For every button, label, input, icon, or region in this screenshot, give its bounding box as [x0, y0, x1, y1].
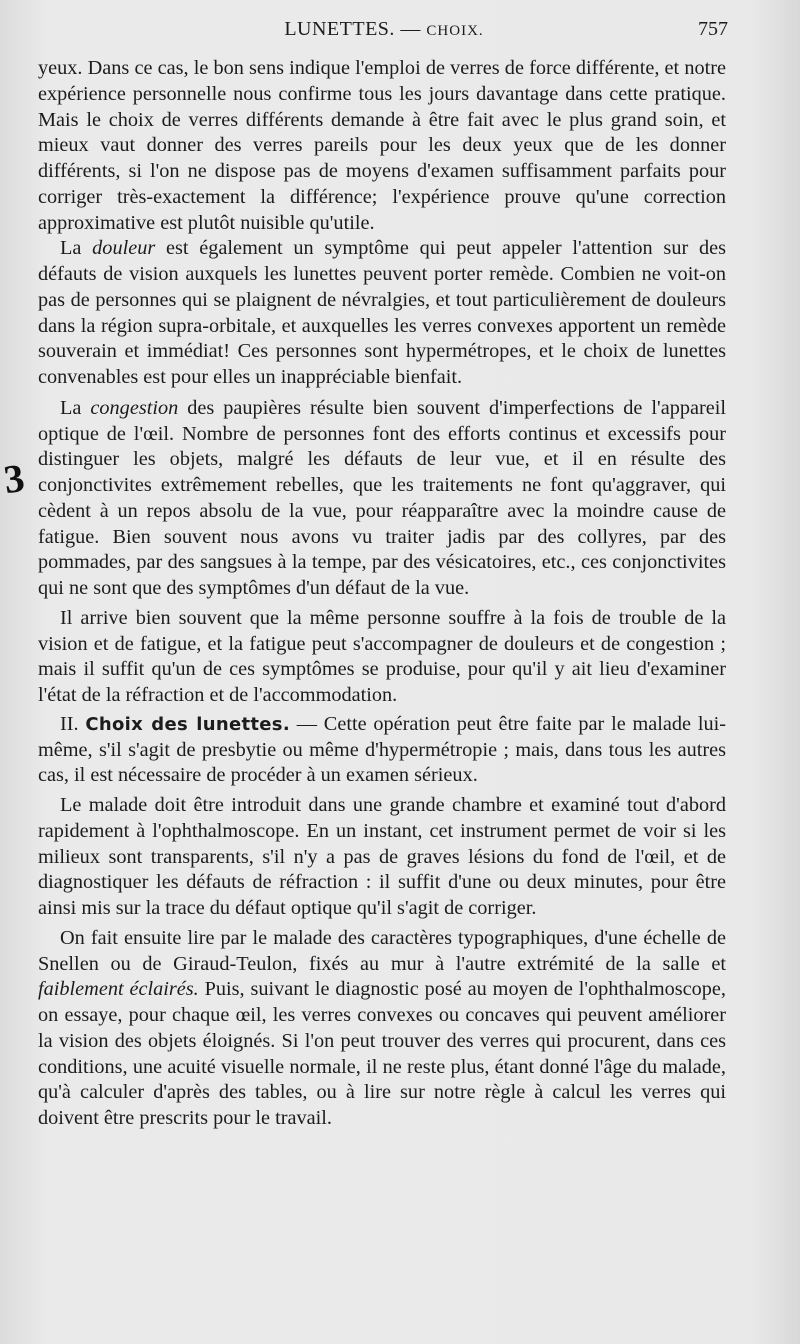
page-header: [40, 18, 728, 44]
paragraph-6: Le malade doit être introduit dans une grande chambre et examiné tout d'abord rapidement à l'ophthalmoscope. En un instant, cet instrument permet de voir si les milieux sont transparents, s'il n'y a pas de graves lésions du fond de l'œil, et de diagnostiquer les défauts de réfraction : il suffit d'une ou deux minutes, pour être ainsi mis sur la trace du défaut optique qu'il s'agit de corriger.: [38, 794, 726, 919]
paragraph-1: yeux. Dans ce cas, le bon sens indique l'emploi de verres de force différente, et notre expérience personnelle nous confirme tous les jours davantage dans cette pratique. Mais le choix de verres différents demande à être fait avec le plus grand soin, et mieux vaut donner des verres pareils pour les deux yeux que de les donner différents, si l'on ne dispose pas de moyens d'examen suffisamment parfaits pour corriger très-exactement la différence; l'expérience prouve qu'une correction approximative est plutôt nuisible qu'utile.: [38, 57, 726, 234]
paragraph-2: [38, 236, 726, 391]
running-head-subtitle: CHOIX.: [426, 23, 484, 39]
paragraph-2-emphasis: douleur: [92, 237, 156, 260]
body-text: [38, 56, 726, 1132]
paragraph-3-lead: La: [60, 396, 91, 419]
paragraph-3: [38, 396, 726, 602]
running-head-separator: —: [400, 18, 421, 40]
running-head: [40, 18, 728, 41]
paragraph-2-lead: La: [60, 237, 93, 260]
paragraph-7-emphasis: faiblement éclairés.: [38, 978, 199, 1001]
paragraph-7-lead: On fait ensuite lire par le malade des caractères typographiques, d'une échelle de Snellen ou de Giraud-Teulon, fixés au mur à l'autre extrémité de la salle et: [38, 926, 726, 975]
paragraph-2-body: est également un symptôme qui peut appeler l'attention sur des défauts de vision auxquels les lunettes peuvent porter remède. Combien ne voit-on pas de personnes qui se plaignent de névralgies, et tout particulièrement de douleurs dans la région supra-orbitale, et auxquelles les verres convexes apportent un remède souverain et immédiat! Ces personnes sont hypermétropes, et le choix de lunettes convenables est pour elles un inappréciable bienfait.: [38, 237, 727, 388]
paragraph-5-body: — Cette opération peut être faite par le malade lui-même, s'il s'agit de presbytie ou même d'hypermétropie ; mais, dans tous les autres cas, il est nécessaire de procéder à un examen sérieux.: [38, 712, 727, 787]
paragraph-3-emphasis: congestion: [90, 396, 179, 419]
paragraph-7: [38, 926, 726, 1132]
paragraph-3-body: des paupières résulte bien souvent d'imperfections de l'appareil optique de l'œil. Nombre de personnes font des efforts continus et excessifs pour distinguer les objets, malgré les défauts de leur vue, et il en résulte des conjonctivites extrêmement rebelles, que les traitements ne font qu'aggraver, qui cèdent à un repos absolu de la vue, pour réapparaître avec la moindre cause de fatigue. Bien souvent nous avons vu traiter jadis par des collyres, par des pommades, par des sangsues à la tempe, par des vésicatoires, etc., ces conjonctivites qui ne sont que des symptômes d'un défaut de la vue.: [38, 396, 727, 599]
paragraph-5: [38, 712, 726, 789]
section-number: II.: [60, 712, 86, 735]
paragraph-7-body: Puis, suivant le diagnostic posé au moyen de l'ophthalmoscope, on essaye, pour chaque œil, les verres convexes ou concaves qui peuvent améliorer la vision des objets éloignés. Si l'on peut trouver des verres qui procurent, dans ces conditions, une acuité visuelle normale, il ne reste plus, étant donné l'âge du malade, qu'à calculer d'après des tables, ou à lire sur notre règle à calcul les verres qui doivent être prescrits pour le travail.: [38, 978, 727, 1129]
running-head-title: LUNETTES.: [284, 18, 395, 40]
page-number: 757: [698, 18, 728, 40]
margin-handwritten-mark: 3: [0, 454, 28, 503]
section-title: Choix des lunettes.: [85, 713, 290, 735]
paragraph-4: Il arrive bien souvent que la même personne souffre à la fois de trouble de la vision et de fatigue, et la fatigue peut s'accompagner de douleurs et de congestion ; mais il suffit qu'un de ces symptômes se produise, pour qu'il y ait lieu d'examiner l'état de la réfraction et de l'accommodation.: [38, 606, 726, 706]
